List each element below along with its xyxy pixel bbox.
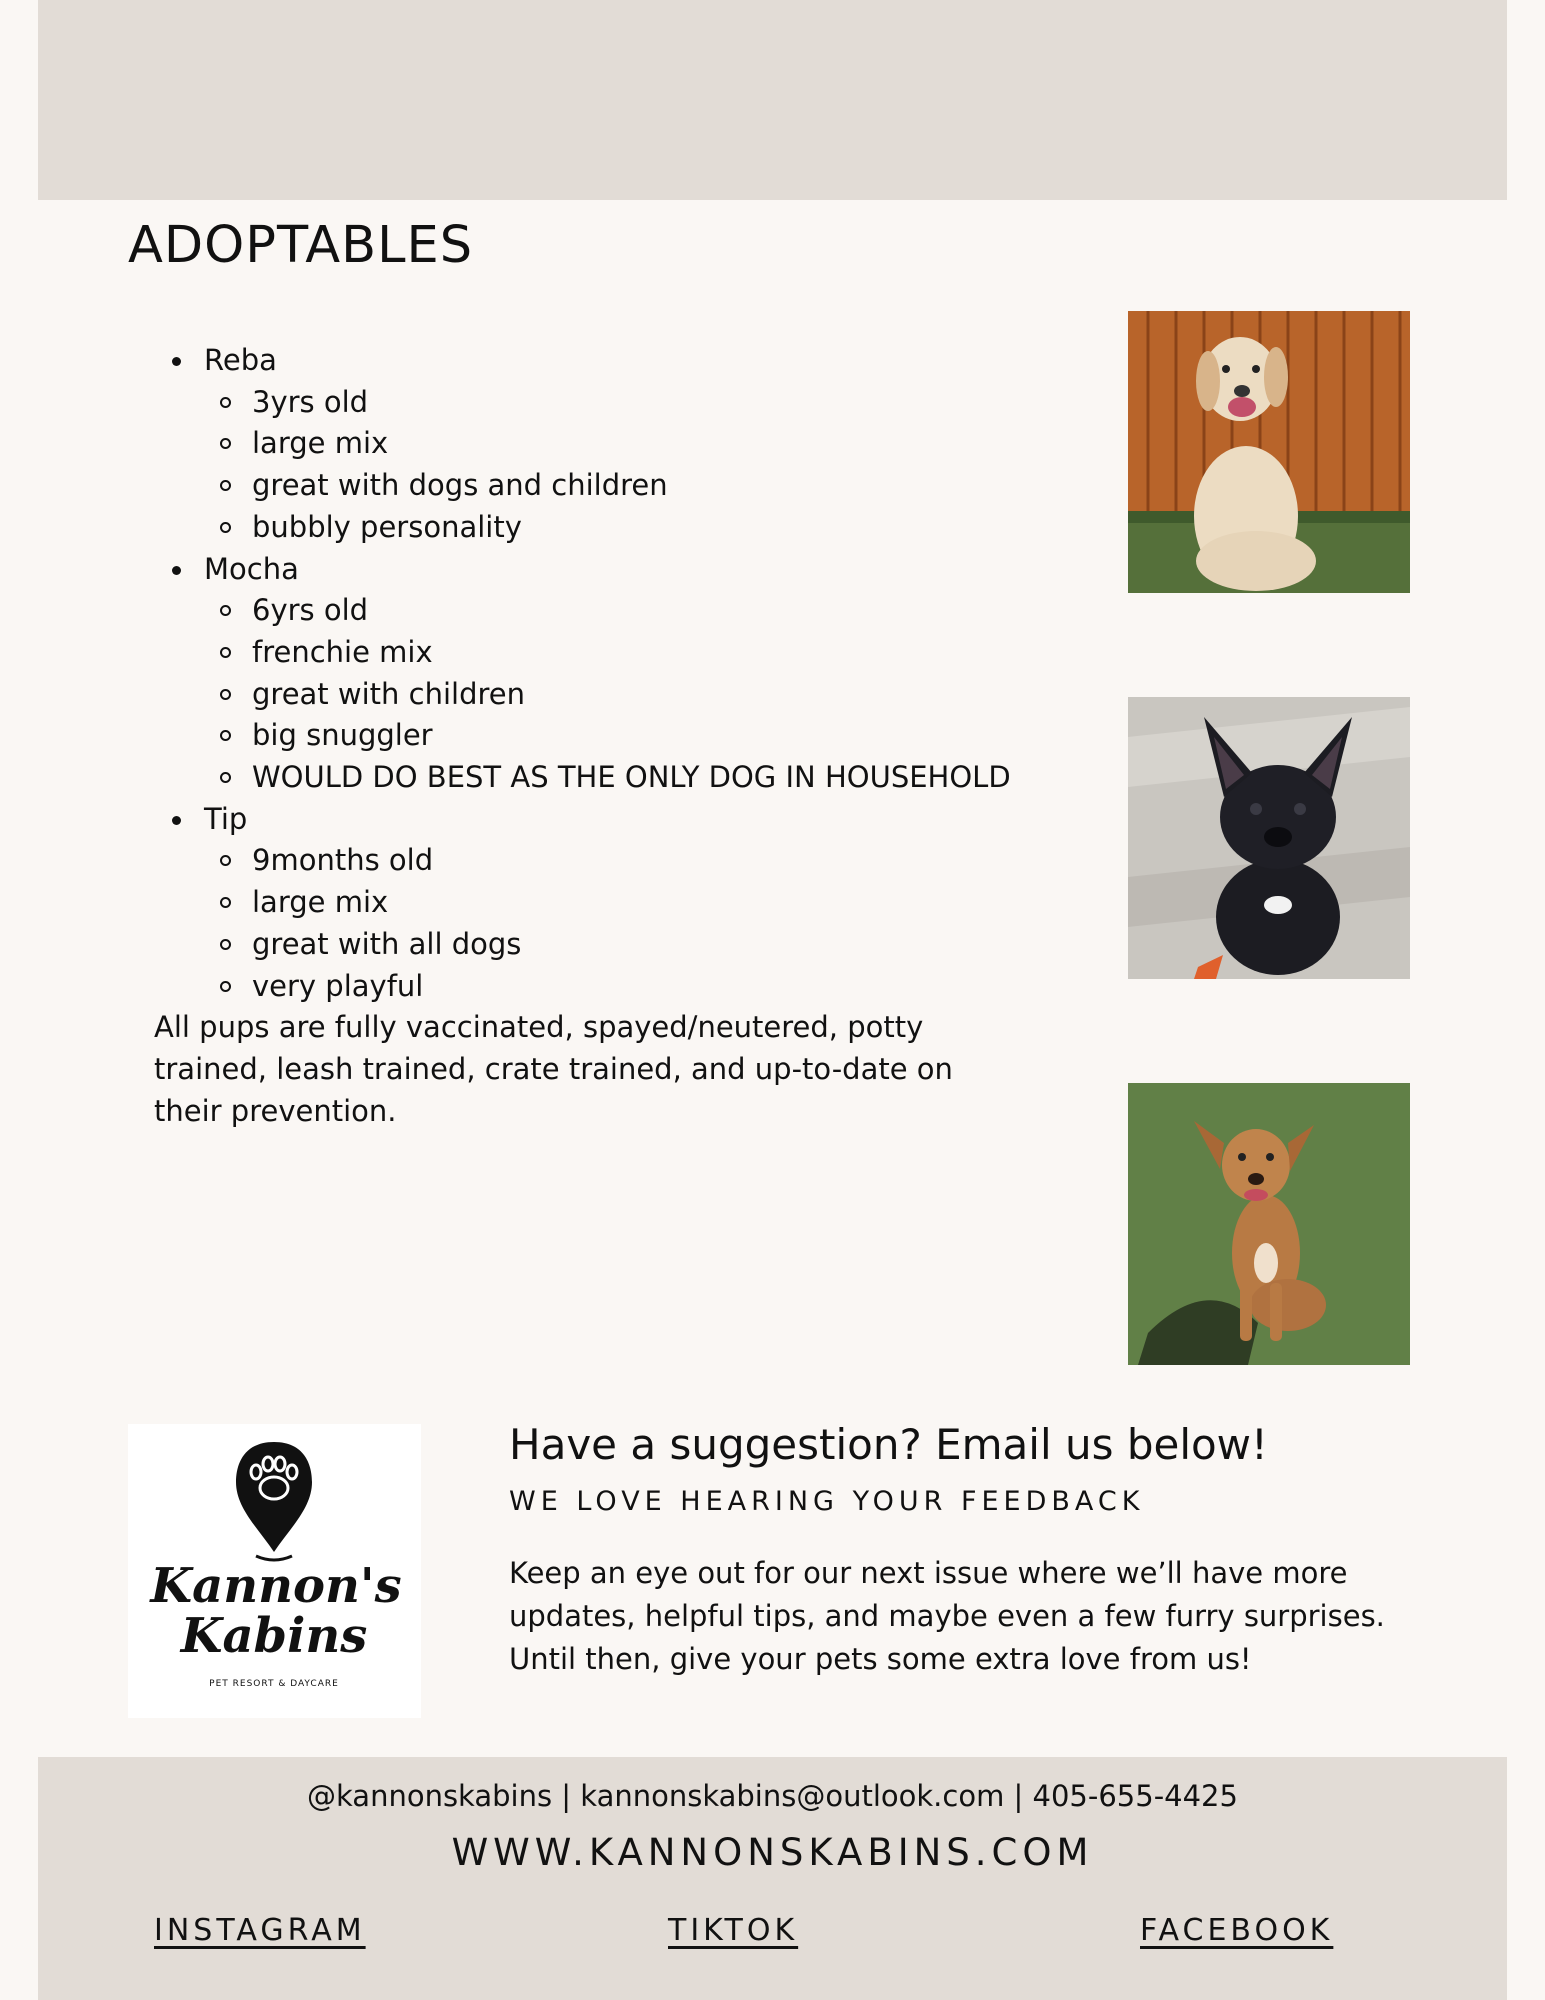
logo-brand-line1: Kannon's xyxy=(150,1558,402,1614)
pet-name: Tip xyxy=(204,801,248,836)
pet-detail: 6yrs old xyxy=(204,590,1070,632)
tip-photo xyxy=(1128,1083,1410,1365)
pet-detail: great with dogs and children xyxy=(204,465,1070,507)
logo-tagline: PET RESORT & DAYCARE xyxy=(209,1679,339,1689)
pet-item-reba xyxy=(150,340,1070,549)
pet-item-mocha xyxy=(150,549,1070,799)
pet-detail: 3yrs old xyxy=(204,382,1070,424)
mocha-photo-image xyxy=(1128,697,1410,979)
vaccination-note: All pups are fully vaccinated, spayed/neutered, potty trained, leash trained, crate trained, and up-to-date on their prevention. xyxy=(154,1010,953,1128)
pet-detail: large mix xyxy=(204,423,1070,465)
pet-detail: big snuggler xyxy=(204,715,1070,757)
pet-list xyxy=(150,340,1070,1007)
mocha-photo xyxy=(1128,697,1410,979)
reba-photo xyxy=(1128,311,1410,593)
contact-info: @kannonskabins | kannonskabins@outlook.com | 405-655-4425 xyxy=(307,1779,1238,1813)
pet-item-tip xyxy=(150,799,1070,1008)
instagram-link[interactable]: INSTAGRAM xyxy=(154,1913,366,1948)
page-title: ADOPTABLES xyxy=(128,216,474,275)
pet-details xyxy=(204,590,1070,799)
tiktok-link[interactable]: TIKTOK xyxy=(668,1913,799,1948)
feedback-subheading: WE LOVE HEARING YOUR FEEDBACK xyxy=(509,1486,1145,1517)
pet-name: Mocha xyxy=(204,551,299,586)
pet-details xyxy=(204,382,1070,549)
pet-name: Reba xyxy=(204,343,277,377)
facebook-link[interactable]: FACEBOOK xyxy=(1140,1913,1334,1948)
footer xyxy=(38,1757,1507,2000)
feedback-body: Keep an eye out for our next issue where we’ll have more updates, helpful tips, and maybe even a few furry surprises. Until then, give your pets some extra love from us! xyxy=(509,1556,1385,1676)
logo-graphic xyxy=(128,1424,421,1718)
pet-detail: WOULD DO BEST AS THE ONLY DOG IN HOUSEHOLD xyxy=(204,757,1070,799)
map-pin-icon xyxy=(236,1442,312,1552)
top-banner xyxy=(38,0,1507,200)
pet-detail: 9months old xyxy=(204,840,1070,882)
pet-detail: bubbly personality xyxy=(204,507,1070,549)
pet-detail: very playful xyxy=(204,966,1070,1008)
brand-logo xyxy=(128,1424,421,1718)
reba-photo-image xyxy=(1128,311,1410,593)
pet-detail: great with all dogs xyxy=(204,924,1070,966)
tip-photo-image xyxy=(1128,1083,1410,1365)
logo-brand-line2: Kabins xyxy=(180,1608,368,1664)
pet-detail: frenchie mix xyxy=(204,632,1070,674)
pet-detail: great with children xyxy=(204,674,1070,716)
pet-detail: large mix xyxy=(204,882,1070,924)
feedback-heading: Have a suggestion? Email us below! xyxy=(509,1420,1268,1469)
website-link[interactable]: WWW.KANNONSKABINS.COM xyxy=(451,1831,1094,1874)
pet-details xyxy=(204,840,1070,1007)
